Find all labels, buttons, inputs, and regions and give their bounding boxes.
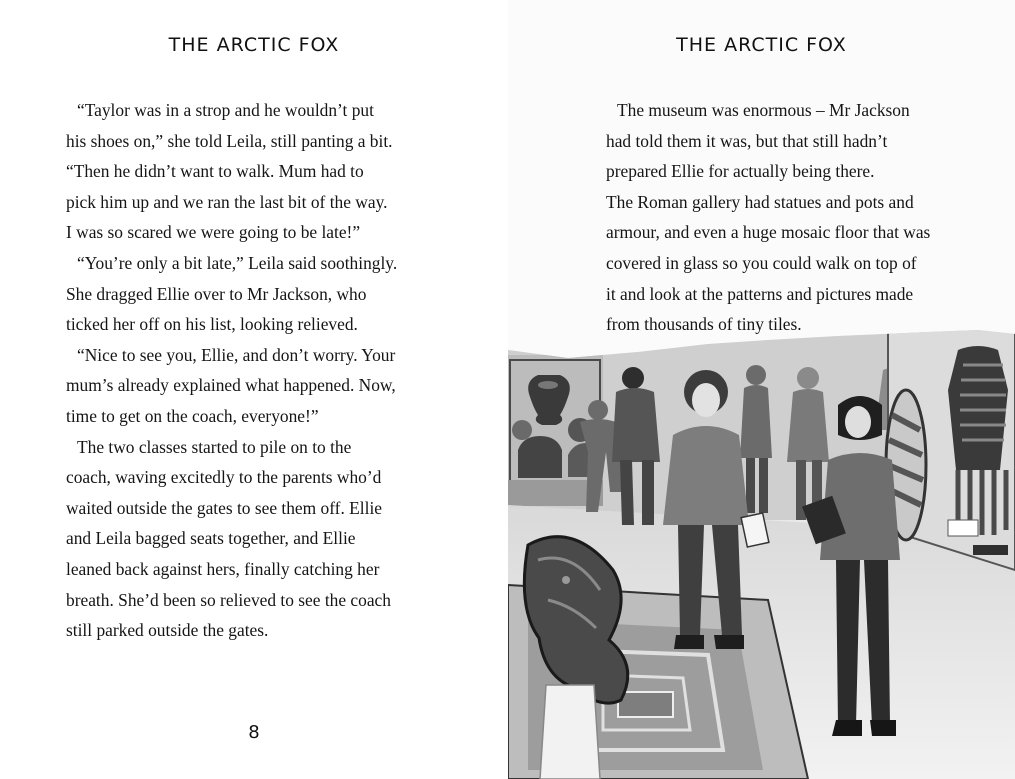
- armour-display-case: [886, 330, 1015, 570]
- text-line: breath. She’d been so relieved to see the coach: [66, 589, 391, 610]
- text-line: it and look at the patterns and pictures made: [606, 283, 914, 304]
- text-line: time to get on the coach, everyone!”: [66, 405, 319, 426]
- left-running-head: THE ARCTIC FOX: [168, 34, 340, 56]
- text-line: The Roman gallery had statues and pots and: [606, 191, 914, 212]
- text-line: The museum was enormous – Mr Jackson: [617, 100, 910, 120]
- text-line: “Then he didn’t want to walk. Mum had to: [66, 161, 364, 182]
- right-page: [508, 0, 1015, 779]
- text-line: had told them it was, but that still hadn’t: [606, 130, 888, 151]
- text-line: leaned back against hers, finally catching her: [66, 558, 380, 579]
- text-line: and Leila bagged seats together, and Ellie: [66, 528, 356, 549]
- text-line: I was so scared we were going to be late!”: [66, 222, 361, 243]
- text-line: She dragged Ellie over to Mr Jackson, who: [66, 283, 367, 304]
- museum-illustration: [508, 330, 1015, 779]
- text-line: waited outside the gates to see them off. Ellie: [66, 497, 383, 518]
- text-line: pick him up and we ran the last bit of the way.: [66, 191, 388, 212]
- text-line: The two classes started to pile on to the: [77, 436, 352, 457]
- left-body-text: [66, 95, 411, 646]
- text-line: “Nice to see you, Ellie, and don’t worry. Your: [77, 344, 396, 365]
- text-line: coach, waving excitedly to the parents who’d: [66, 467, 382, 488]
- text-line: ticked her off on his list, looking relieved.: [66, 314, 358, 335]
- text-line: from thousands of tiny tiles.: [606, 314, 802, 335]
- text-line: covered in glass so you could walk on top of: [606, 252, 917, 273]
- text-line: still parked outside the gates.: [66, 620, 269, 641]
- page-number: 8: [248, 722, 260, 743]
- text-line: “You’re only a bit late,” Leila said soothingly.: [77, 252, 398, 273]
- text-line: “Taylor was in a strop and he wouldn’t put: [77, 100, 374, 120]
- text-line: mum’s already explained what happened. Now,: [66, 375, 396, 396]
- text-line: his shoes on,” she told Leila, still panting a bit.: [66, 130, 393, 151]
- text-line: armour, and even a huge mosaic floor that was: [606, 222, 931, 243]
- text-line: prepared Ellie for actually being there.: [606, 161, 875, 182]
- right-body-text: [606, 95, 951, 340]
- right-running-head: THE ARCTIC FOX: [676, 34, 847, 56]
